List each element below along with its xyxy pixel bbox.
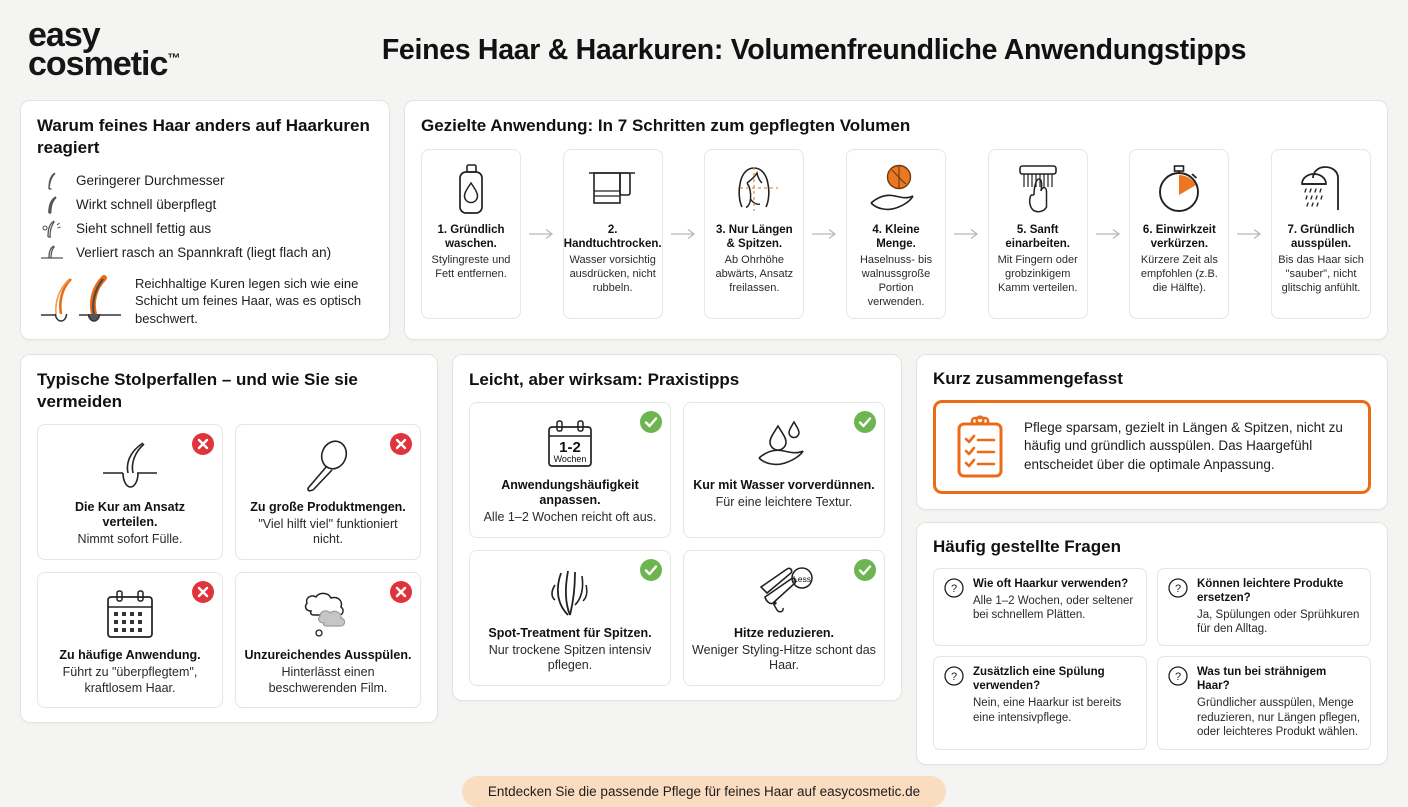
step-desc: Wasser vorsichtig ausdrücken, nicht rubbeln. (569, 254, 656, 294)
pitfall-desc: "Viel hilft viel" funktioniert nicht. (258, 516, 398, 547)
step-desc: Kürzere Zeit als empfohlen (z.B. die Hälfte). (1140, 254, 1218, 294)
faq-item-2[interactable] (1157, 568, 1371, 647)
step-card-6 (1129, 149, 1229, 320)
step-card-2 (563, 149, 663, 320)
shampoo-bottle-icon (447, 160, 495, 218)
right-column (916, 354, 1388, 764)
step-title: 2. Handtuchtrocken. (563, 223, 662, 250)
footer (20, 776, 1388, 807)
trademark-symbol: ™ (167, 50, 181, 66)
pitfall-title: Unzureichendes Ausspülen. (244, 647, 412, 662)
faq-question: Zusätzlich eine Spülung verwenden? (973, 666, 1105, 693)
why-item-label: Sieht schnell fettig aus (76, 221, 212, 236)
practical-tips-panel (452, 354, 902, 701)
hair-strand-icon (37, 170, 67, 192)
summary-panel (916, 354, 1388, 510)
faq-panel-title: Häufig gestellte Fragen (933, 536, 1121, 556)
step-card-7 (1271, 149, 1371, 320)
why-note-text: Reichhaltige Kuren legen sich wie eine Schicht um feines Haar, was es optisch beschwert. (135, 275, 362, 326)
pitfalls-panel (20, 354, 438, 723)
pitfall-title: Zu häufige Anwendung. (59, 647, 201, 662)
summary-text: Pflege sparsam, gezielt in Längen & Spitzen, nicht zu häufig und gründlich ausspülen. Das Haargefühl entscheidet über die optimale Anpassung. (1024, 419, 1343, 473)
step-arrow (804, 149, 846, 320)
flat-hair-icon (37, 242, 67, 264)
hair-tips-icon (541, 565, 599, 621)
hair-root-icon (97, 439, 163, 495)
hair-strand-icon (37, 194, 67, 216)
check-icon (640, 559, 662, 581)
tip-desc: Nur trockene Spitzen intensiv pflegen. (488, 642, 652, 673)
cross-icon (390, 581, 412, 603)
tip-title: Anwendungshäufigkeit anpassen. (501, 477, 639, 507)
faq-answer: Nein, eine Haarkur ist bereits eine intensivpflege. (973, 697, 1122, 724)
step-title: 6. Einwirkzeit verkürzen. (1142, 223, 1216, 250)
pitfall-card-1 (37, 424, 223, 560)
cross-icon (192, 581, 214, 603)
faq-question: Was tun bei strähnigem Haar? (1197, 666, 1327, 693)
clipboard-checklist-icon (950, 414, 1010, 480)
towel-icon (585, 160, 641, 218)
check-icon (640, 411, 662, 433)
check-icon (854, 411, 876, 433)
pitfall-desc: Hinterlässt einen beschwerenden Film. (268, 664, 388, 695)
stopwatch-icon (1152, 160, 1206, 218)
pitfall-desc: Nimmt sofort Fülle. (77, 531, 183, 546)
calendar-icon (102, 587, 158, 643)
why-item-label: Geringerer Durchmesser (76, 173, 225, 188)
faq-item-1[interactable] (933, 568, 1147, 647)
step-title: 7. Gründlich ausspülen. (1287, 223, 1355, 250)
step-desc: Bis das Haar sich "sauber", nicht glitschig anfühlt. (1278, 254, 1364, 294)
list-item (37, 217, 373, 241)
tip-desc: Weniger Styling-Hitze schont das Haar. (692, 642, 876, 673)
step-desc: Mit Fingern oder grobzinkigem Kamm verteilen. (997, 254, 1078, 294)
cross-icon (192, 433, 214, 455)
footer-cta-banner[interactable]: Entdecken Sie die passende Pflege für feines Haar auf easycosmetic.de (462, 776, 946, 807)
svg-text:Wochen: Wochen (553, 453, 587, 464)
faq-item-3[interactable] (933, 656, 1147, 749)
page-title: Feines Haar & Haarkuren: Volumenfreundliche Anwendungstipps (381, 33, 1247, 66)
step-desc: Haselnuss- bis walnussgroße Portion verwenden. (859, 254, 933, 308)
step-arrow (946, 149, 988, 320)
bottom-row (20, 354, 1388, 764)
faq-panel (916, 522, 1388, 765)
check-icon (854, 559, 876, 581)
step-title: 3. Nur Längen & Spitzen. (716, 223, 793, 250)
tip-title: Spot-Treatment für Spitzen. (488, 625, 652, 640)
step-desc: Stylingreste und Fett entfernen. (431, 254, 511, 281)
svg-text:?: ? (950, 582, 958, 595)
hair-lengths-icon (726, 160, 782, 218)
step-card-3 (704, 149, 804, 320)
pitfall-card-grid (37, 424, 421, 709)
oily-hair-icon (37, 218, 67, 240)
pitfall-desc: Führt zu "überpflegtem", kraftlosem Haar. (62, 664, 198, 695)
pitfall-card-2 (235, 424, 421, 560)
tip-card-1 (469, 402, 671, 538)
why-panel-title: Warum feines Haar anders auf Haarkuren reagiert (37, 116, 370, 157)
walnut-in-hand-icon (865, 160, 927, 218)
tip-card-2 (683, 402, 885, 538)
list-item (37, 193, 373, 217)
tip-title: Kur mit Wasser vorverdünnen. (693, 477, 875, 492)
faq-grid (933, 568, 1371, 750)
svg-text:?: ? (950, 671, 958, 684)
step-arrow (521, 149, 563, 320)
step-arrow (663, 149, 705, 320)
tip-title: Hitze reduzieren. (733, 625, 835, 640)
steps-panel-title: Gezielte Anwendung: In 7 Schritten zum gepflegten Volumen (421, 116, 911, 135)
faq-answer: Alle 1–2 Wochen, oder seltener bei schnellem Plätten. (973, 594, 1134, 622)
question-mark-icon (943, 665, 965, 739)
question-mark-icon (1167, 665, 1189, 739)
summary-panel-title: Kurz zusammengefasst (933, 369, 1123, 389)
top-row (20, 100, 1388, 340)
hair-follicle-coating-icon (37, 275, 125, 327)
flat-iron-icon (751, 565, 817, 621)
residue-cloud-icon (297, 587, 359, 643)
cross-icon (390, 433, 412, 455)
tips-panel-title: Leicht, aber wirksam: Praxistipps (469, 370, 740, 390)
logo-line-2 (28, 45, 181, 83)
step-desc: Ab Ohrhöhe abwärts, Ansatz freilassen. (715, 254, 794, 294)
faq-question: Können leichtere Produkte ersetzen? (1197, 577, 1344, 604)
svg-text:1-2: 1-2 (559, 438, 581, 456)
step-title: 1. Gründlich waschen. (437, 223, 505, 250)
pitfall-card-4 (235, 572, 421, 708)
water-drop-hand-icon (753, 417, 815, 473)
question-mark-icon (943, 577, 965, 637)
steps-row (421, 149, 1371, 320)
step-title: 4. Kleine Menge. (872, 223, 920, 250)
page-header (20, 0, 1388, 100)
pitfalls-panel-title: Typische Stolperfallen – und wie Sie sie vermeiden (37, 370, 358, 411)
tip-card-4 (683, 550, 885, 686)
why-item-label: Verliert rasch an Spannkraft (liegt flach an) (76, 245, 332, 260)
step-card-5 (988, 149, 1088, 320)
step-card-1 (421, 149, 521, 320)
tip-desc: Alle 1–2 Wochen reicht oft aus. (483, 509, 657, 524)
faq-item-4[interactable] (1157, 656, 1371, 749)
why-fine-hair-panel (20, 100, 390, 340)
why-reason-list (37, 169, 373, 265)
logo-line-1: easy (28, 15, 100, 54)
tip-card-3 (469, 550, 671, 686)
faq-question: Wie oft Haarkur verwenden? (973, 577, 1129, 590)
step-arrow (1229, 149, 1271, 320)
pitfall-title: Zu große Produktmengen. (250, 499, 406, 514)
svg-text:?: ? (1174, 582, 1182, 595)
step-arrow (1088, 149, 1130, 320)
svg-text:?: ? (1174, 671, 1182, 684)
tip-card-grid (469, 402, 885, 686)
list-item (37, 241, 373, 265)
comb-hand-icon (1010, 160, 1066, 218)
spoon-icon (301, 439, 355, 495)
svg-text:Less: Less (793, 573, 811, 584)
pitfall-card-3 (37, 572, 223, 708)
step-card-4 (846, 149, 946, 320)
faq-answer: Ja, Spülungen oder Sprühkuren für den Alltag. (1197, 608, 1360, 636)
list-item (37, 169, 373, 193)
question-mark-icon (1167, 577, 1189, 637)
shower-icon (1294, 160, 1348, 218)
tip-desc: Für eine leichtere Textur. (715, 494, 853, 509)
application-steps-panel (404, 100, 1388, 340)
why-item-label: Wirkt schnell überpflegt (76, 197, 217, 212)
pitfall-title: Die Kur am Ansatz verteilen. (75, 499, 185, 529)
brand-logo (28, 15, 258, 83)
why-note (37, 275, 373, 328)
calendar-1-2-weeks-icon (539, 417, 601, 473)
summary-callout (933, 400, 1371, 494)
logo-line-2-text: cosmetic (28, 45, 168, 83)
step-title: 5. Sanft einarbeiten. (1005, 223, 1070, 250)
faq-answer: Gründlicher ausspülen, Menge reduzieren, nur Längen pflegen, oder leichteres Produkt wählen. (1197, 697, 1361, 739)
